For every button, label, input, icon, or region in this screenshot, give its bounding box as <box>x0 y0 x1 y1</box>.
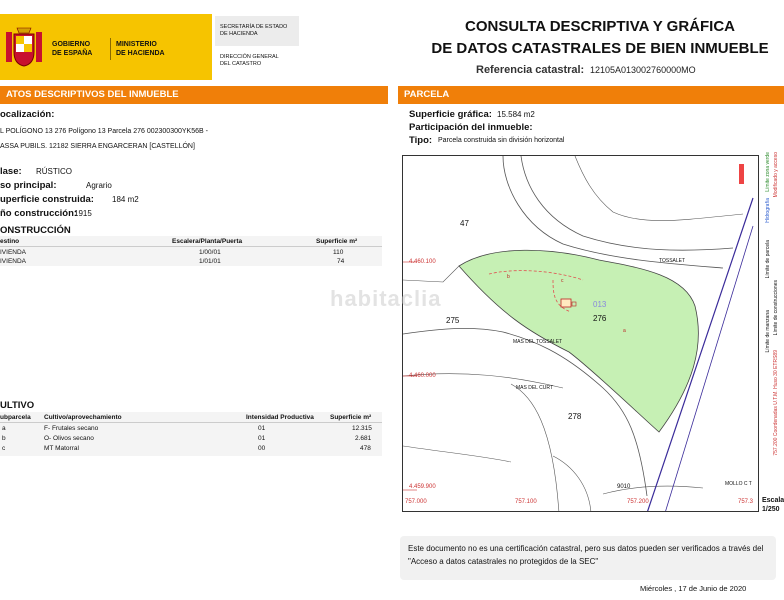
tipo-label: Tipo: <box>409 135 433 146</box>
uso-label: so principal: <box>0 180 57 191</box>
cultivo-header-superficie: Superficie m² <box>330 414 372 421</box>
parcel-278: 278 <box>568 412 582 421</box>
legend-item: Límite de parcela <box>765 240 771 279</box>
construccion-title: ONSTRUCCIÓN <box>0 225 71 236</box>
legend-item: Límite de manzana <box>765 310 771 353</box>
table-row-escalera: 1/00/01 <box>199 249 221 256</box>
location-line2: ASSA PUBILS. 12182 SIERRA ENGARCERAN [CASTELLÓN] <box>0 143 195 150</box>
coord-y-4460100: 4.460.100 <box>409 259 436 265</box>
table-row-subparcela: c <box>2 445 6 452</box>
watermark: habitaclia <box>330 286 442 311</box>
scale-label: Escala 1/250 <box>762 497 784 513</box>
table-row-intensidad: 00 <box>258 445 266 452</box>
coat-of-arms-icon <box>2 24 46 72</box>
disclaimer-note: Este documento no es una certificación catastral, pero sus datos pueden ser verificados a través del "Acceso a datos catastrales no protegidos de la SEC" <box>400 536 776 580</box>
map-drawing <box>403 156 759 512</box>
cultivo-title: ULTIVO <box>0 400 35 411</box>
parcel-9010: 9010 <box>617 484 631 490</box>
section-parcela-header: PARCELA <box>398 86 784 104</box>
parcel-276: 276 <box>593 314 607 323</box>
cadastral-map[interactable] <box>402 155 759 512</box>
table-row-cultivo: O- Olivos secano <box>44 435 94 442</box>
participacion-label: Participación del inmueble: <box>409 122 533 133</box>
coord-y-4460000: 4.460.000 <box>409 373 436 379</box>
table-row-escalera: 1/01/01 <box>199 258 221 265</box>
coord-x-757300: 757.3 <box>738 499 754 505</box>
construccion-header-escalera: Escalera/Planta/Puerta <box>172 238 243 245</box>
ref-value: 12105A013002760000MO <box>590 65 696 75</box>
location-line1: L POLÍGONO 13 276 Polígono 13 Parcela 276 002300300YK56B - <box>0 128 208 135</box>
superficie-grafica-value: 15.584 m2 <box>497 110 535 119</box>
logo-divider <box>110 38 111 60</box>
table-row-superficie: 478 <box>360 445 371 452</box>
place-tossalet: TOSSALET <box>659 258 686 264</box>
table-row-subparcela: b <box>2 435 6 442</box>
subparcel-a: a <box>623 328 626 334</box>
legend-item: Límite zona verde <box>765 152 771 192</box>
superficie-construida-value: 184 m2 <box>112 195 139 204</box>
legend-item: 757.200 Coordenadas U.T.M. Huso 30 ETRS89 <box>773 350 779 456</box>
table-row-subparcela: a <box>2 425 6 432</box>
table-row-intensidad: 01 <box>258 435 266 442</box>
place-mas-curt: MAS DEL CURT <box>516 385 553 391</box>
clase-label: lase: <box>0 166 22 177</box>
coord-x-757100: 757.100 <box>515 499 537 505</box>
table-row-destino: IVIENDA <box>0 249 27 256</box>
coord-y-4459900: 4.459.900 <box>409 484 436 490</box>
table-row-cultivo: F- Frutales secano <box>44 425 99 432</box>
coord-x-757000: 757.000 <box>405 499 427 505</box>
place-mas-tossalet: MAS DEL TOSSALET <box>513 339 563 345</box>
coord-x-757200: 757.200 <box>627 499 649 505</box>
superficie-grafica-label: Superficie gráfica: <box>409 109 492 120</box>
anio-label: ño construcción: <box>0 208 78 219</box>
page-title: CONSULTA DESCRIPTIVA Y GRÁFICA DE DATOS CATASTRALES DE BIEN INMUEBLE <box>431 18 769 57</box>
uso-value: Agrario <box>86 181 112 190</box>
construccion-header-destino: estino <box>0 238 20 245</box>
ref-label: Referencia catastral: <box>476 64 585 76</box>
table-row-superficie: 2.681 <box>355 435 372 442</box>
anio-value: 1915 <box>74 209 92 218</box>
cultivo-header-subparcela: ubparcela <box>0 414 31 421</box>
legend-item: Modificado y acceso <box>773 152 779 198</box>
divider <box>0 422 382 423</box>
map-legend <box>762 150 784 510</box>
divider <box>0 246 382 247</box>
gov-label: GOBIERNO DE ESPAÑA <box>52 41 93 57</box>
table-row-intensidad: 01 <box>258 425 266 432</box>
superficie-construida-label: uperficie construida: <box>0 194 94 205</box>
ministry-label: MINISTERIO DE HACIENDA <box>116 41 165 57</box>
tipo-value: Parcela construida sin división horizontal <box>438 137 565 144</box>
location-label: ocalización: <box>0 109 55 120</box>
secretaria-label: SECRETARÍA DE ESTADO DE HACIENDA <box>215 16 299 46</box>
subparcel-b: b <box>507 274 510 280</box>
subparcel-c: c <box>561 278 564 284</box>
table-row-cultivo: MT Matorral <box>44 445 79 452</box>
cultivo-header-intensidad: Intensidad Productiva <box>246 414 314 421</box>
clase-value: RÚSTICO <box>36 167 72 176</box>
parcel-013: 013 <box>593 300 607 309</box>
legend-item: Hidrografía <box>765 198 771 223</box>
place-mollo: MOLLO C T <box>725 481 752 487</box>
construccion-header-superficie: Superficie m² <box>316 238 358 245</box>
table-row-superficie: 74 <box>337 258 345 265</box>
table-row-superficie: 12.315 <box>352 425 372 432</box>
parcel-47: 47 <box>460 219 469 228</box>
table-row-superficie: 110 <box>333 249 344 256</box>
table-row-destino: IVIENDA <box>0 258 27 265</box>
direccion-label: DIRECCIÓN GENERAL DEL CATASTRO <box>220 54 279 67</box>
legend-item: Límite de construcciones <box>773 280 779 336</box>
document-date: Miércoles , 17 de Junio de 2020 <box>640 584 747 593</box>
cultivo-header-cultivo: Cultivo/aprovechamiento <box>44 414 122 421</box>
parcel-275: 275 <box>446 316 460 325</box>
section-descriptive-header: ATOS DESCRIPTIVOS DEL INMUEBLE <box>0 86 388 104</box>
